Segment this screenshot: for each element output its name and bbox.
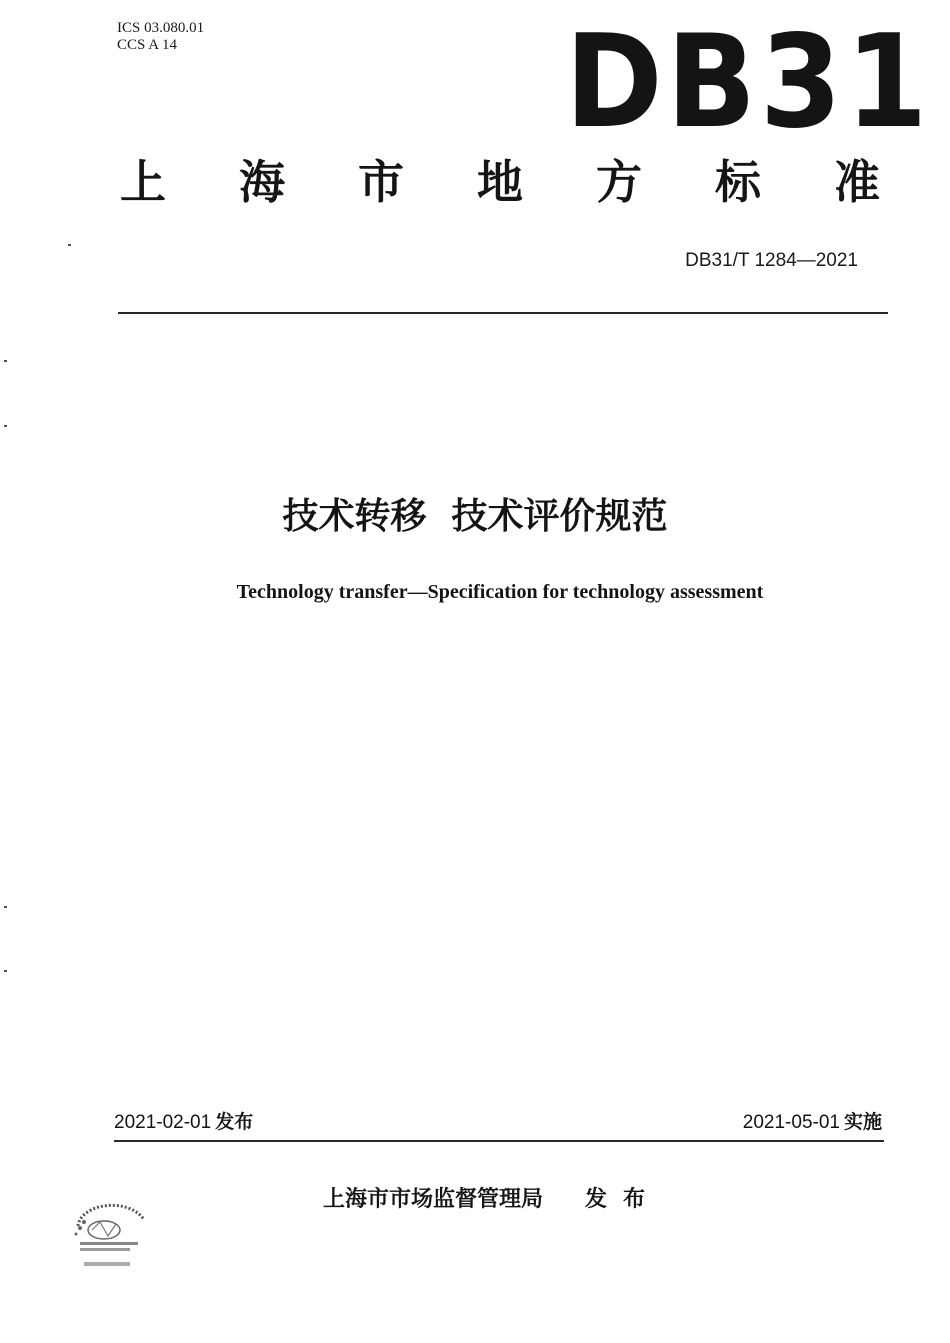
scan-speck	[68, 244, 71, 246]
standard-number: DB31/T 1284—2021	[685, 250, 858, 271]
scan-speck	[4, 425, 7, 427]
publisher-issued-label: 发布	[585, 1187, 662, 1212]
implementation-date: 2021-05-01	[742, 1112, 840, 1133]
standard-type-char: 市	[358, 155, 404, 209]
scan-speck	[4, 360, 7, 362]
issue-date-block	[114, 1108, 253, 1137]
document-title-chinese: 技术转移 技术评价规范	[282, 496, 668, 537]
document-title-english: Technology transfer—Specification for technology assessment	[236, 581, 764, 603]
standard-type-char: 海	[239, 155, 285, 209]
ccs-code: CCS A 14	[117, 37, 178, 53]
implementation-date-block	[743, 1108, 882, 1137]
classification-codes	[117, 20, 204, 54]
standard-type-char: 标	[715, 155, 761, 209]
standard-type-char: 地	[477, 155, 523, 209]
publisher-line	[323, 1184, 661, 1216]
standard-type-char: 准	[834, 155, 880, 209]
scan-speck	[4, 970, 7, 972]
ics-code: ICS 03.080.01	[117, 20, 205, 36]
implementation-label: 实施	[843, 1111, 882, 1133]
standard-type-char: 方	[596, 155, 642, 209]
standard-type-char: 上	[120, 155, 166, 209]
issue-label: 发布	[215, 1111, 254, 1133]
db31-logo: DB31	[565, 8, 932, 157]
standard-type-title	[120, 152, 880, 212]
publisher-name: 上海市市场监督管理局	[323, 1187, 544, 1212]
seal-icon	[66, 1196, 156, 1276]
issue-date: 2021-02-01	[114, 1112, 212, 1133]
top-divider	[118, 312, 888, 314]
bottom-divider	[114, 1140, 884, 1142]
scan-speck	[4, 906, 7, 908]
